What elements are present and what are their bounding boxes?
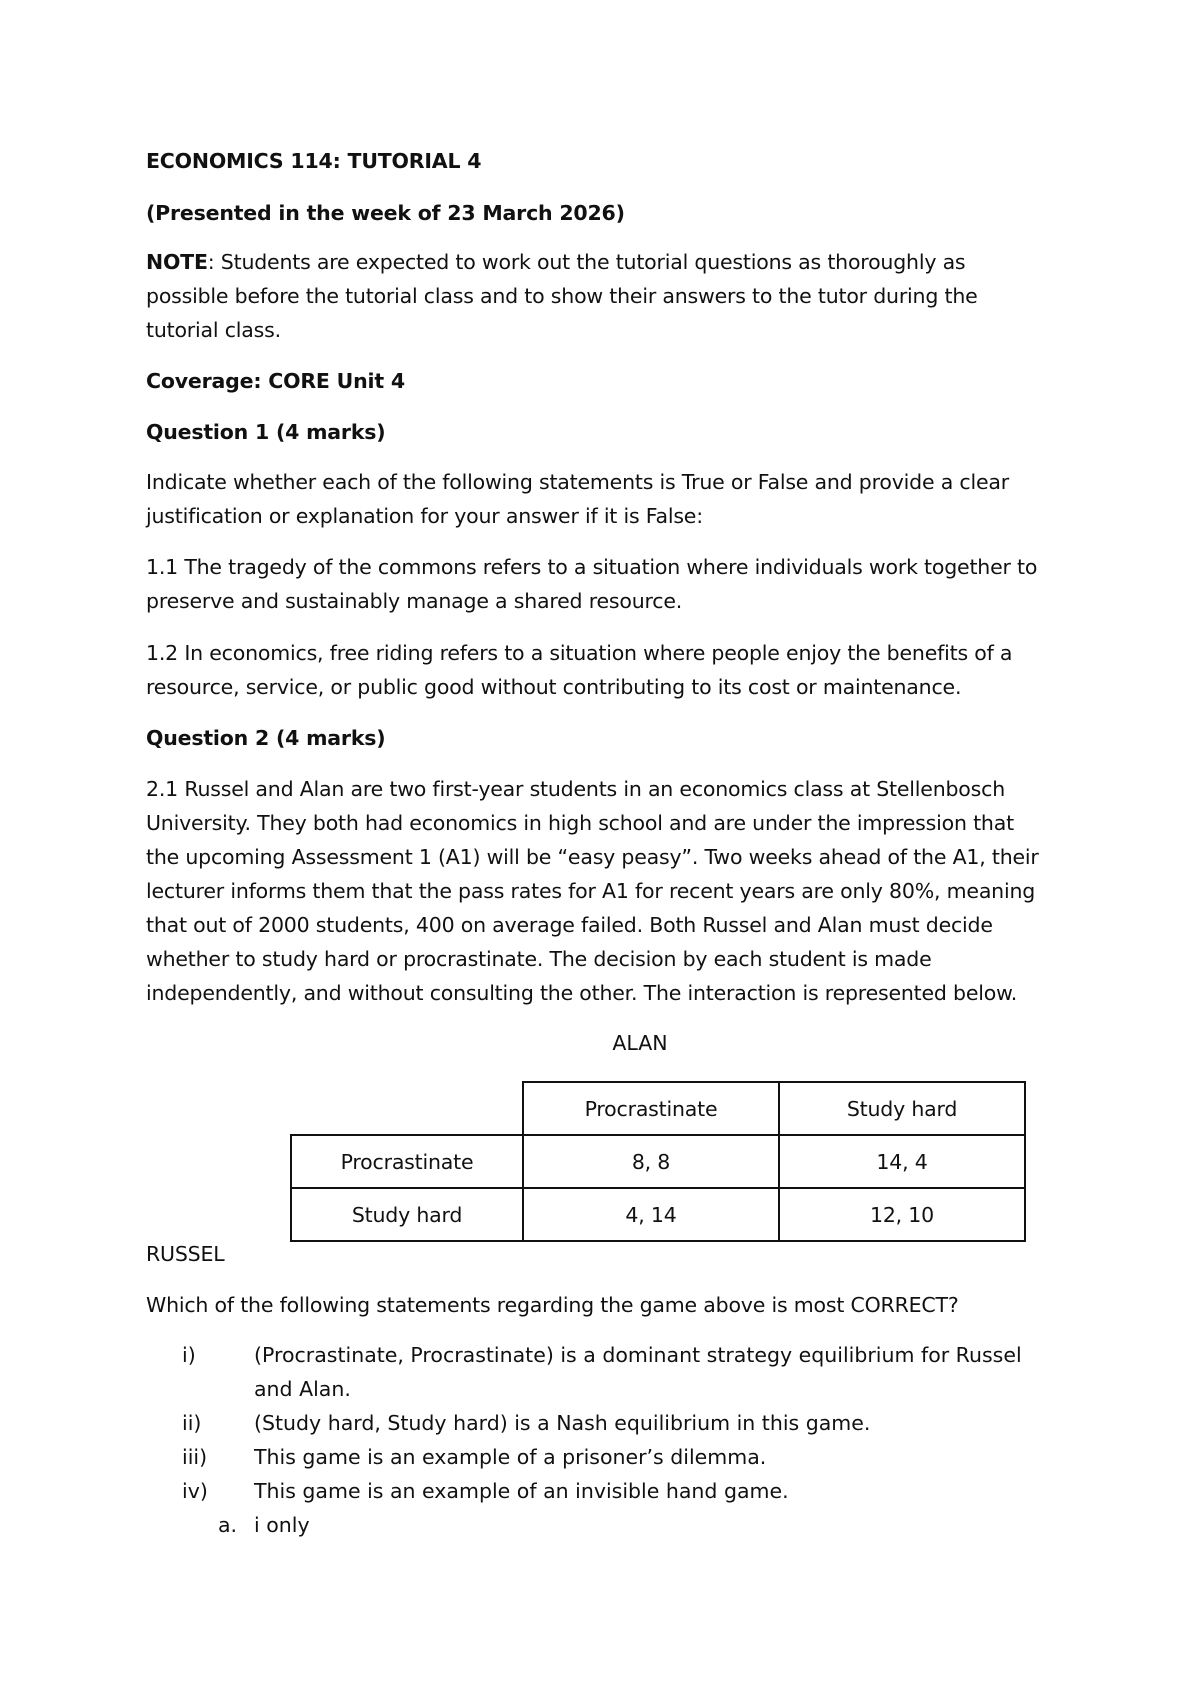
q2-1-line-3: the upcoming Assessment 1 (A1) will be “easy peasy”. Two weeks ahead of the A1, their (146, 845, 1039, 869)
q2-1-line-7: independently, and without consulting the other. The interaction is represented below. (146, 981, 1018, 1005)
option-number: i) (182, 1343, 196, 1367)
payoff-matrix (290, 1081, 1026, 1242)
q1-2-line-1: 1.2 In economics, free riding refers to a situation where people enjoy the benefits of a (146, 641, 1013, 665)
payoff-header-row (291, 1082, 1025, 1135)
q1-intro-line-2: justification or explanation for your answer if it is False: (146, 504, 703, 528)
note-text-1: : Students are expected to work out the tutorial questions as thoroughly as (207, 250, 966, 274)
option-text: (Study hard, Study hard) is a Nash equilibrium in this game. (254, 1411, 871, 1435)
document-title: ECONOMICS 114: TUTORIAL 4 (146, 149, 482, 173)
row-header-procrastinate: Procrastinate (291, 1135, 523, 1188)
option-text: and Alan. (254, 1377, 351, 1401)
column-player-label: ALAN (612, 1031, 668, 1055)
q2-1-line-5: that out of 2000 students, 400 on average failed. Both Russel and Alan must decide (146, 913, 993, 937)
presented-date: (Presented in the week of 23 March 2026) (146, 201, 625, 225)
option-text: (Procrastinate, Procrastinate) is a dominant strategy equilibrium for Russel (254, 1343, 1022, 1367)
empty-corner-cell (291, 1082, 523, 1135)
q1-intro-line-1: Indicate whether each of the following statements is True or False and provide a clear (146, 470, 1009, 494)
payoff-cell: 8, 8 (523, 1135, 779, 1188)
payoff-row (291, 1135, 1025, 1188)
note-line-1 (146, 245, 965, 279)
q2-1-line-2: University. They both had economics in high school and are under the impression that (146, 811, 1014, 835)
note-label: NOTE (146, 250, 208, 274)
question-prompt: Which of the following statements regarding the game above is most CORRECT? (146, 1293, 959, 1317)
question-1-heading: Question 1 (4 marks) (146, 420, 386, 444)
q2-1-line-4: lecturer informs them that the pass rates for A1 for recent years are only 80%, meaning (146, 879, 1036, 903)
q1-1-line-2: preserve and sustainably manage a shared resource. (146, 589, 683, 613)
q2-1-line-6: whether to study hard or procrastinate. The decision by each student is made (146, 947, 932, 971)
row-header-study-hard: Study hard (291, 1188, 523, 1241)
option-number: iii) (182, 1445, 208, 1469)
question-2-heading: Question 2 (4 marks) (146, 726, 386, 750)
answer-text: i only (254, 1513, 310, 1537)
note-line-2: possible before the tutorial class and to show their answers to the tutor during the (146, 284, 978, 308)
answer-letter: a. (218, 1513, 238, 1537)
option-text: This game is an example of a prisoner’s dilemma. (254, 1445, 767, 1469)
q1-2-line-2: resource, service, or public good without contributing to its cost or maintenance. (146, 675, 962, 699)
note-line-3: tutorial class. (146, 318, 281, 342)
q2-1-line-1: 2.1 Russel and Alan are two first-year students in an economics class at Stellenbosch (146, 777, 1005, 801)
payoff-row (291, 1188, 1025, 1241)
payoff-cell: 14, 4 (779, 1135, 1025, 1188)
payoff-cell: 12, 10 (779, 1188, 1025, 1241)
option-number: iv) (182, 1479, 208, 1503)
payoff-cell: 4, 14 (523, 1188, 779, 1241)
option-text: This game is an example of an invisible hand game. (254, 1479, 789, 1503)
column-header-procrastinate: Procrastinate (523, 1082, 779, 1135)
row-player-label: RUSSEL (146, 1242, 225, 1266)
column-header-study-hard: Study hard (779, 1082, 1025, 1135)
option-number: ii) (182, 1411, 202, 1435)
coverage: Coverage: CORE Unit 4 (146, 369, 405, 393)
q1-1-line-1: 1.1 The tragedy of the commons refers to a situation where individuals work together to (146, 555, 1038, 579)
